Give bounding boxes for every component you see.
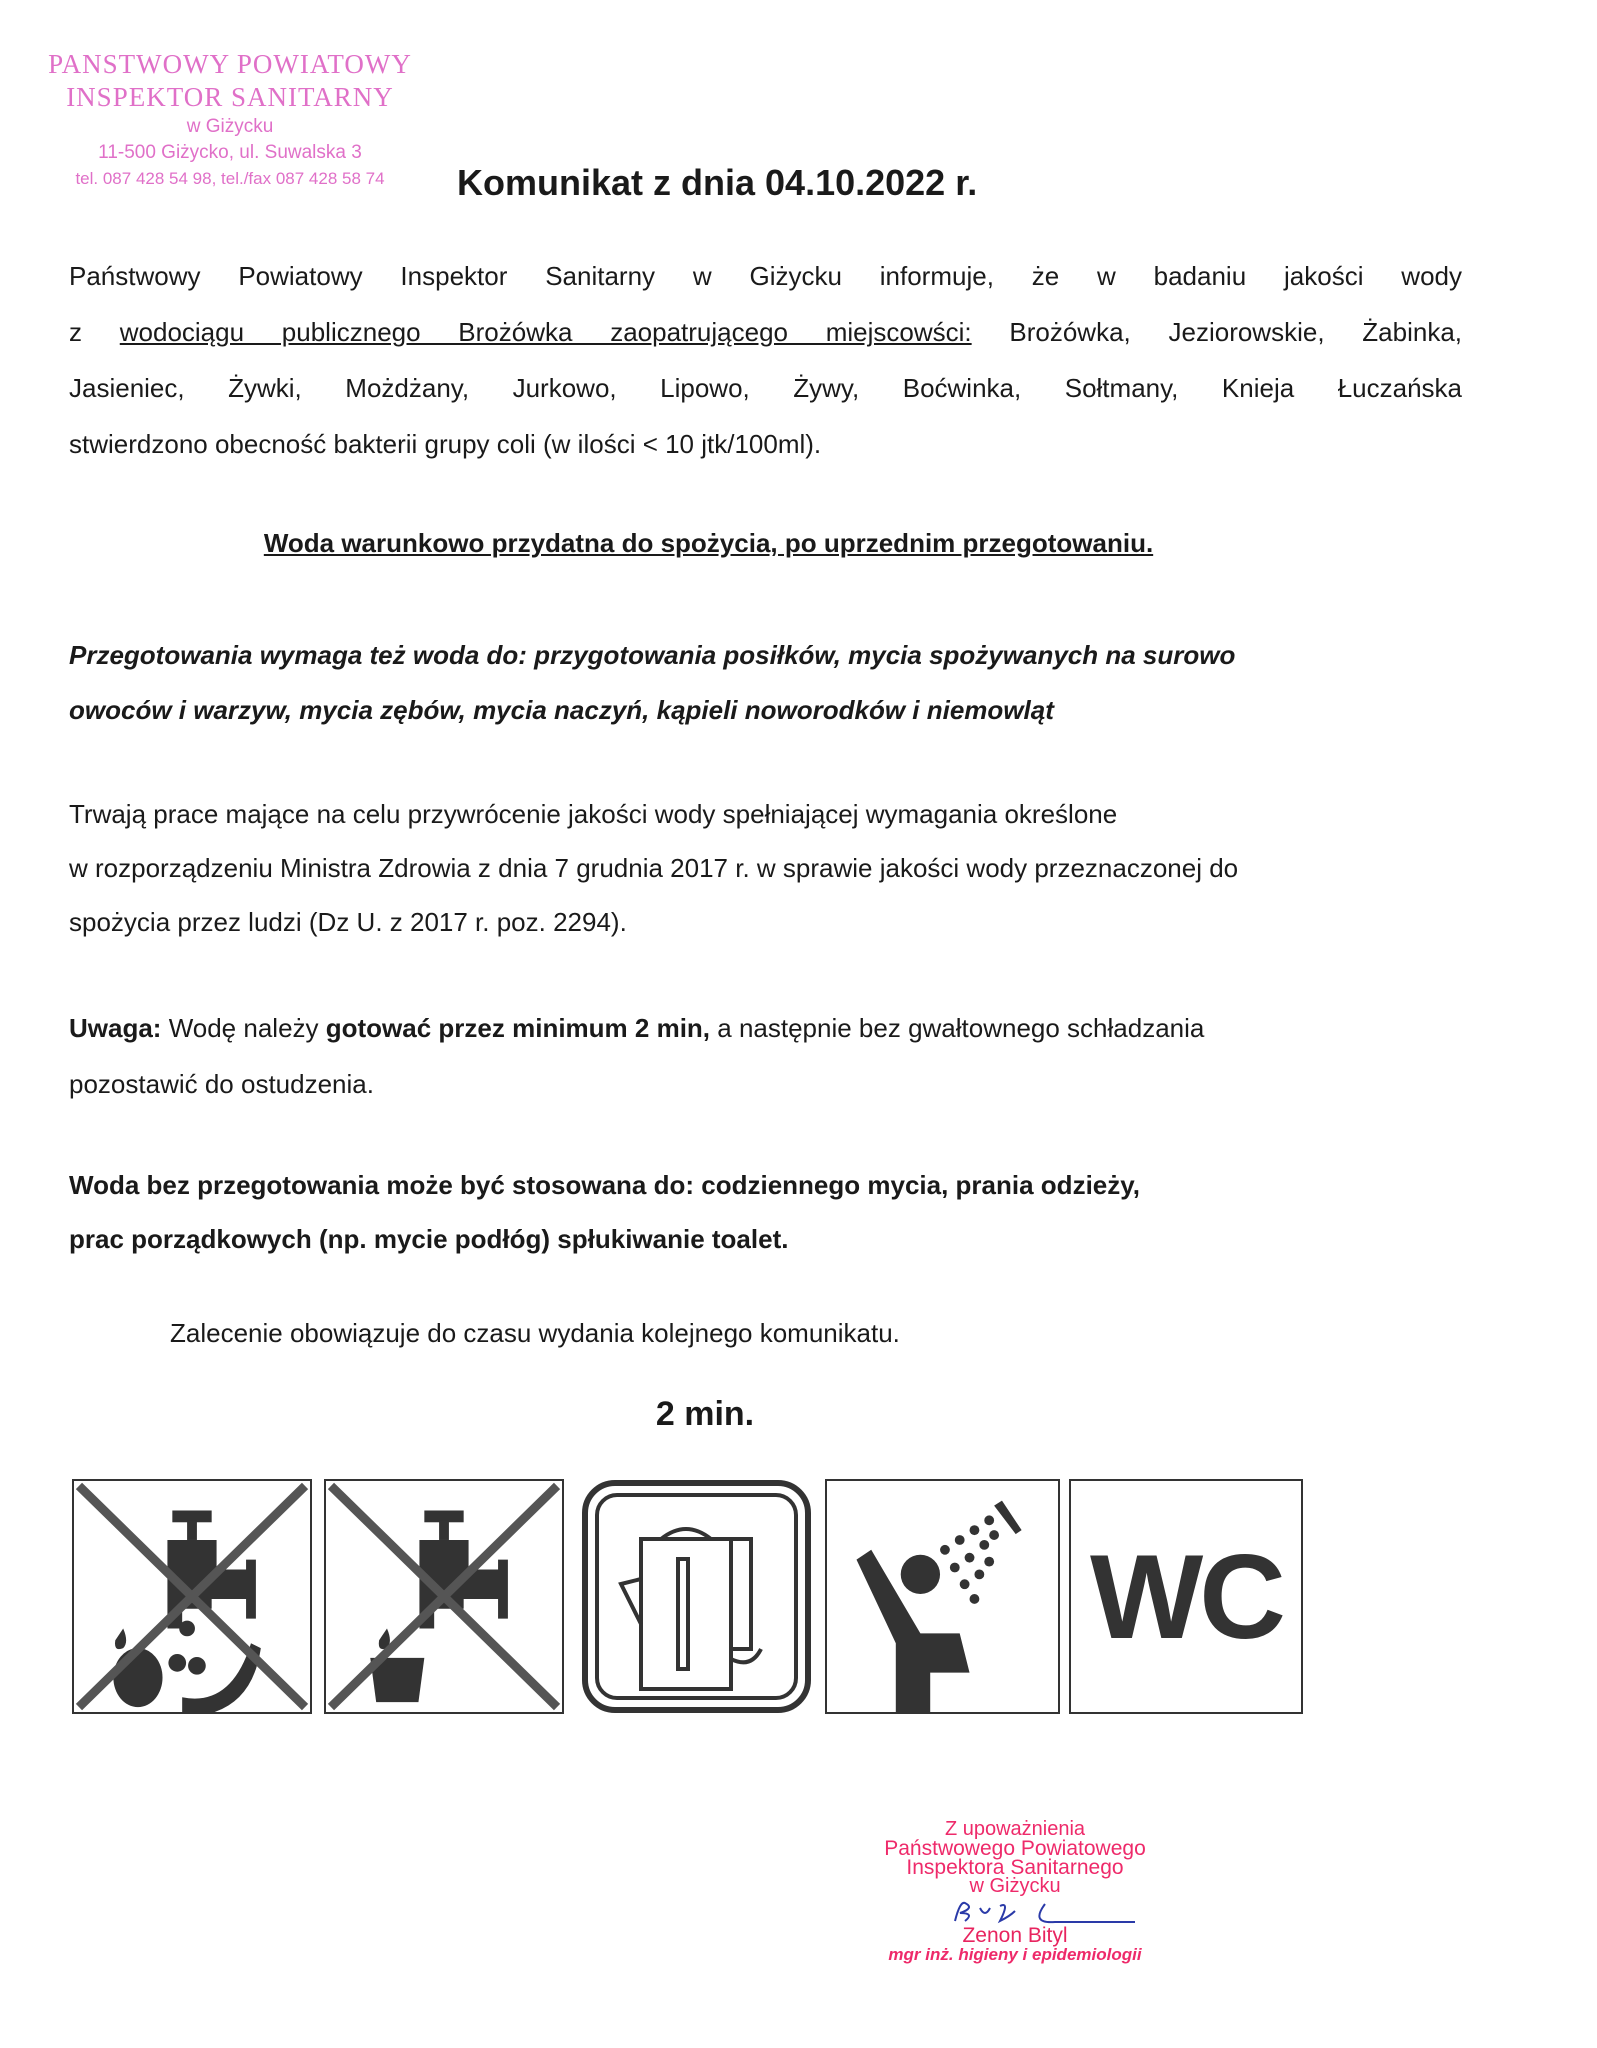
signature-stamp — [830, 1820, 1200, 1964]
text-line: prac porządkowych (np. mycie podłóg) spłukiwanie toalet. — [69, 1224, 789, 1254]
text-line: Woda bez przegotowania może być stosowana do: codziennego mycia, prania odzieży, — [69, 1170, 1141, 1200]
signatory-degree: mgr inż. higieny i epidemiologii — [888, 1945, 1142, 1964]
paragraph-contamination — [69, 248, 1462, 472]
boil-time-label: 2 min. — [655, 1395, 755, 1433]
paragraph-allowed-uses — [69, 1158, 1140, 1266]
text: a następnie bez gwałtownego schładzania — [710, 1013, 1205, 1043]
underlined-text: wodociągu publicznego Brożówka zaopatrującego miejscowści: — [119, 317, 972, 347]
no-tap-water-drinking-icon — [324, 1479, 564, 1714]
stamp-line: PANSTWOWY POWIATOWY — [48, 49, 412, 79]
text-line: Trwają prace mające na celu przywrócenie jakości wody spełniającej wymagania określone — [69, 799, 1118, 829]
stamp-line: tel. 087 428 54 98, tel./fax 087 428 58 74 — [75, 169, 385, 188]
wc-label: WC — [1090, 1529, 1282, 1664]
stamp-line: w Giżycku — [186, 116, 274, 137]
handwritten-signature — [885, 1896, 1145, 1926]
stamp-line: Inspektora Sanitarnego — [906, 1856, 1124, 1879]
text-line: Jasieniec, Żywki, Możdżany, Jurkowo, Lipowo, Żywy, Boćwinka, Sołtmany, Knieja Łuczańska — [69, 373, 1462, 403]
stamp-line: INSPEKTOR SANITARNY — [66, 82, 394, 112]
no-tap-water-for-food-icon — [72, 1479, 312, 1714]
main-heading: Woda warunkowo przydatna do spożycia, po uprzednim przegotowaniu. — [263, 528, 1154, 558]
text-line: stwierdzono obecność bakterii grupy coli (w ilości < 10 jtk/100ml). — [69, 429, 822, 459]
text-line: spożycia przez ludzi (Dz U. z 2017 r. poz. 2294). — [69, 907, 627, 937]
wc-ok-icon — [1069, 1479, 1303, 1714]
paragraph-works — [69, 787, 1238, 949]
text-line: pozostawić do ostudzenia. — [69, 1069, 374, 1099]
text: Wodę należy — [161, 1013, 326, 1043]
stamp-line: 11-500 Giżycko, ul. Suwalska 3 — [98, 142, 362, 163]
signatory-name: Zenon Bityl — [962, 1924, 1068, 1947]
text-line: owoców i warzyw, mycia zębów, mycia naczyń, kąpieli noworodków i niemowląt — [69, 695, 1054, 725]
bold-text: gotować przez minimum 2 min, — [325, 1013, 711, 1043]
shower-ok-icon — [825, 1479, 1060, 1714]
paragraph-validity: Zalecenie obowiązuje do czasu wydania kolejnego komunikatu. — [170, 1318, 900, 1348]
text-line — [69, 1000, 1204, 1056]
stamp-line: Z upoważnienia — [944, 1818, 1086, 1840]
text-line: Państwowy Powiatowy Inspektor Sanitarny w Giżycku informuje, że w badaniu jakości wody — [69, 261, 1462, 291]
stamp-line: Państwowego Powiatowego — [884, 1837, 1146, 1860]
italic-notice — [69, 628, 1235, 738]
note-label: Uwaga: — [69, 1013, 162, 1043]
text-line — [69, 304, 1462, 360]
document-title: Komunikat z dnia 04.10.2022 r. — [457, 162, 978, 203]
boil-kettle-icon — [581, 1479, 812, 1714]
text: Brożówka, Jeziorowskie, Żabinka, — [971, 317, 1462, 347]
text-line: w rozporządzeniu Ministra Zdrowia z dnia 7 grudnia 2017 r. w sprawie jakości wody przeznaczonej do — [69, 853, 1239, 883]
text: z — [69, 317, 120, 347]
inspector-stamp — [20, 48, 440, 192]
stamp-line: w Giżycku — [969, 1875, 1061, 1897]
text-line: Przegotowania wymaga też woda do: przygotowania posiłków, mycia spożywanych na surowo — [69, 640, 1236, 670]
paragraph-note — [69, 1000, 1204, 1112]
